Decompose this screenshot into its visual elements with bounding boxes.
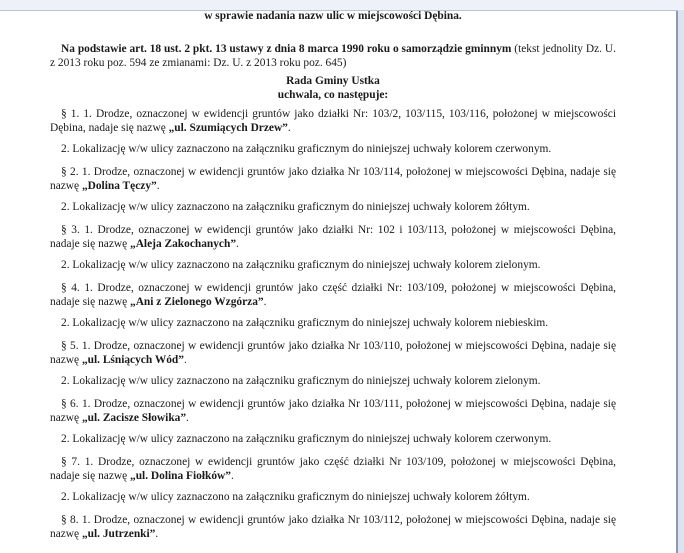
document-body [50,9,616,548]
paragraph-text: § 1. 1. Drodze, oznaczonej w ewidencji gruntów jako działki Nr: 103/2, 103/115, 103/116, położonej w miejscowości Dębina, nadaje się nazwę [50,108,616,134]
street-naming-paragraph [50,339,616,367]
street-name: „ul. Jutrzenki” [81,528,156,540]
paragraph-text: § 2. 1. Drodze, oznaczonej w ewidencji gruntów jako działka Nr 103/114, położonej w miejscowości Dębina, nadaje się nazwę [50,166,616,192]
location-note-paragraph [50,142,616,156]
legal-basis-bold: Na podstawie art. 18 ust. 2 pkt. 13 ustawy z dnia 8 marca 1990 roku o samorządzie gminnym [61,43,512,55]
street-naming-paragraph [50,223,616,251]
paragraph-end: . [183,354,187,366]
street-name: „Dolina Tęczy” [81,180,157,192]
paragraph-text: § 4. 1. Drodze, oznaczonej w ewidencji gruntów jako część działki Nr: 103/109, położonej w miejscowości Dębina, nadaje się nazwę [50,282,616,308]
paragraph-end: . [155,528,159,540]
paragraph-end: . [287,122,291,134]
paragraph-text: § 7. 1. Drodze, oznaczonej w ewidencji gruntów jako część działki Nr 103/109, położonej w miejscowości Dębina, nadaje się nazwę [50,456,616,482]
street-name: „ul. Dolina Fiołków” [130,470,231,482]
paragraph-text: 2. Lokalizację w/w ulicy zaznaczono na załączniku graficznym do niniejszej uchwały kolorem żółtym. [61,491,530,503]
resolution-subject: w sprawie nadania nazw ulic w miejscowości Dębina. [204,10,462,22]
legal-basis-rest: (tekst jednolity Dz. U. z 2013 roku poz. 594 ze zmianami: Dz. U. z 2013 roku poz. 645) [50,43,616,69]
street-name: „ul. Zacisze Słowika” [81,412,187,424]
location-note-paragraph [50,258,616,272]
council-block [50,74,616,102]
street-name: „ul. Lśniących Wód” [81,354,184,366]
paragraph-text: 2. Lokalizację w/w ulicy zaznaczono na załączniku graficznym do niniejszej uchwały kolorem zielonym. [61,375,541,387]
paragraph-end: . [263,296,267,308]
paragraph-list [50,107,616,541]
paragraph-end: . [156,180,160,192]
paragraph-text: 2. Lokalizację w/w ulicy zaznaczono na załączniku graficznym do niniejszej uchwały kolorem czerwonym. [61,143,552,155]
location-note-paragraph [50,374,616,388]
street-name: „ul. Szumiących Drzew” [168,122,288,134]
location-note-paragraph [50,200,616,214]
street-name: „Aleja Zakochanych” [130,238,237,250]
paragraph-text: 2. Lokalizację w/w ulicy zaznaczono na załączniku graficznym do niniejszej uchwały kolorem zielonym. [61,259,541,271]
paragraph-text: § 5. 1. Drodze, oznaczonej w ewidencji gruntów jako działka Nr 103/110, położonej w miejscowości Dębina, nadaje się nazwę [50,340,616,366]
paragraph-end: . [236,238,239,250]
legal-basis-paragraph [50,42,616,70]
resolves-line: uchwala, co następuje: [277,89,389,101]
street-naming-paragraph [50,455,616,483]
street-naming-paragraph [50,281,616,309]
paragraph-text: 2. Lokalizację w/w ulicy zaznaczono na załączniku graficznym do niniejszej uchwały kolorem czerwonym. [61,433,552,445]
page-edge-shadow [678,10,684,553]
location-note-paragraph [50,432,616,446]
location-note-paragraph [50,316,616,330]
paragraph-text: § 6. 1. Drodze, oznaczonej w ewidencji gruntów jako działka Nr 103/111, położonej w miejscowości Dębina, nadaje się nazwę [50,398,616,424]
paragraph-end: . [186,412,189,424]
paragraph-text: 2. Lokalizację w/w ulicy zaznaczono na załączniku graficznym do niniejszej uchwały kolorem niebieskim. [61,317,549,329]
location-note-paragraph [50,490,616,504]
street-naming-paragraph [50,513,616,541]
council-name: Rada Gminy Ustka [286,75,380,87]
street-naming-paragraph [50,165,616,193]
paragraph-end: . [230,470,234,482]
street-name: „Ani z Zielonego Wzgórza” [130,296,264,308]
street-naming-paragraph [50,397,616,425]
paragraph-text: § 8. 1. Drodze, oznaczonej w ewidencji gruntów jako działka Nr 103/112, położonej w miejscowości Dębina, nadaje się nazwę [50,514,616,540]
paragraph-text: § 3. 1. Drodze, oznaczonej w ewidencji gruntów jako działki Nr: 102 i 103/113, położonej w miejscowości Dębina, nadaje się nazwę [50,224,616,250]
paragraph-text: 2. Lokalizację w/w ulicy zaznaczono na załączniku graficznym do niniejszej uchwały kolorem żółtym. [61,201,530,213]
street-naming-paragraph [50,107,616,135]
